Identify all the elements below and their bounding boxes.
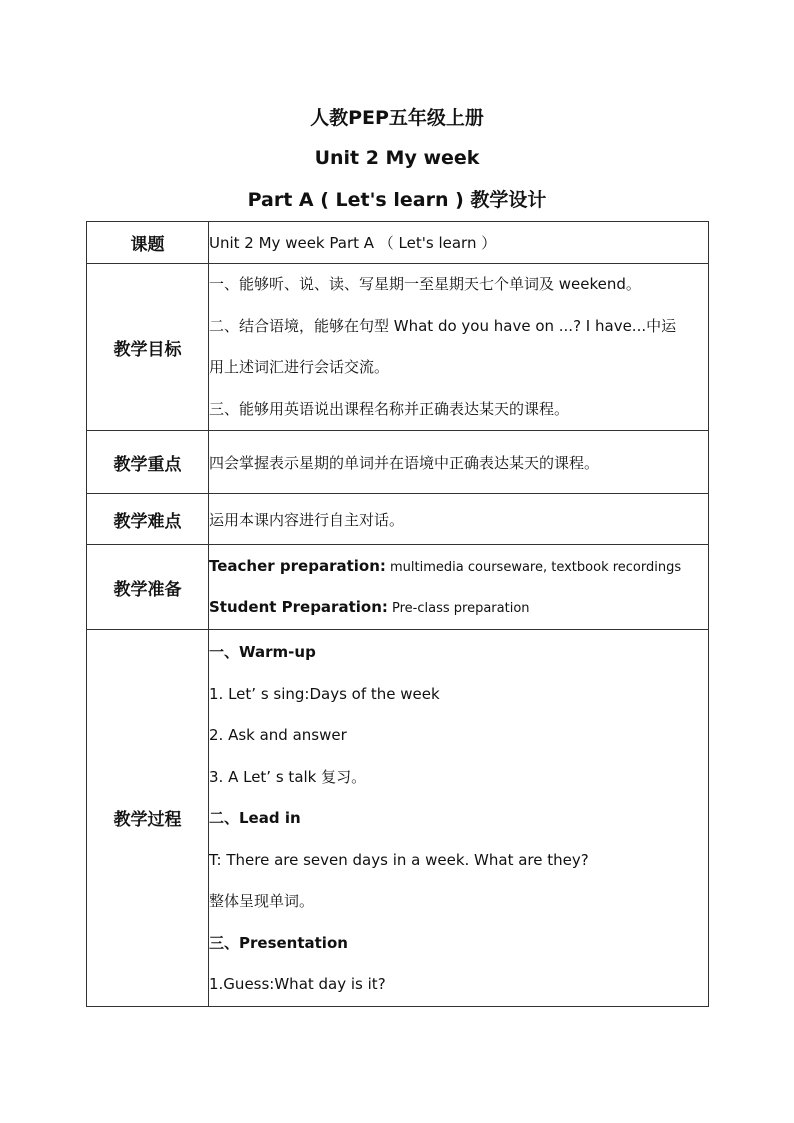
process-line: 1.Guess:What day is it? xyxy=(209,975,386,993)
table-row-preparation xyxy=(87,545,709,630)
goal-line: 三、能够用英语说出课程名称并正确表达某天的课程。 xyxy=(209,399,570,418)
row-value-key-points: 四会掌握表示星期的单词并在语境中正确表达某天的课程。 xyxy=(209,431,709,494)
process-section-heading: 一、Warm-up xyxy=(209,643,316,661)
row-label-process: 教学过程 xyxy=(87,630,209,1007)
table-row-process xyxy=(87,630,709,1007)
row-label-preparation: 教学准备 xyxy=(87,545,209,630)
row-value-goals xyxy=(209,264,709,431)
row-value-title: Unit 2 My week Part A （ Let's learn ） xyxy=(209,222,709,264)
goal-line: 一、能够听、说、读、写星期一至星期天七个单词及 weekend。 xyxy=(209,275,641,293)
process-section-heading: 二、Lead in xyxy=(209,809,301,827)
student-preparation-value: Pre-class preparation xyxy=(387,601,530,616)
title-line-2: Unit 2 My week xyxy=(314,147,480,169)
teacher-preparation-label: Teacher preparation: xyxy=(209,556,386,575)
table-row-key-points xyxy=(87,431,709,494)
student-preparation xyxy=(209,587,708,629)
title-line-3: Part A ( Let's learn ) 教学设计 xyxy=(247,189,547,211)
row-value-process xyxy=(209,630,709,1007)
lesson-plan-table xyxy=(86,221,709,1007)
row-label-key-points: 教学重点 xyxy=(87,431,209,494)
process-line: 2. Ask and answer xyxy=(209,726,347,744)
table-row-goals xyxy=(87,264,709,431)
row-label-title: 课题 xyxy=(87,222,209,264)
student-preparation-label: Student Preparation: xyxy=(209,598,388,616)
process-line: T: There are seven days in a week. What are they? xyxy=(209,850,589,869)
goal-line: 二、结合语境，能够在句型 What do you have on ...? I have...中运 xyxy=(209,316,677,335)
process-line: 1. Let’ s sing:Days of the week xyxy=(209,684,440,703)
teacher-preparation-value: multimedia courseware, textbook recordings xyxy=(385,559,682,575)
document-header xyxy=(0,102,794,210)
process-line: 整体呈现单词。 xyxy=(209,892,315,910)
table-row-difficulties xyxy=(87,494,709,545)
goal-line: 用上述词汇进行会话交流。 xyxy=(209,358,390,376)
table-row-title xyxy=(87,222,709,264)
row-value-difficulties: 运用本课内容进行自主对话。 xyxy=(209,494,709,545)
teacher-preparation xyxy=(209,546,708,588)
title-line-1: 人教PEP五年级上册 xyxy=(310,107,484,129)
row-label-goals: 教学目标 xyxy=(87,264,209,431)
row-label-difficulties: 教学难点 xyxy=(87,494,209,545)
process-line: 3. A Let’ s talk 复习。 xyxy=(209,767,367,786)
row-value-preparation xyxy=(209,545,709,630)
process-section-heading: 三、Presentation xyxy=(209,933,348,952)
